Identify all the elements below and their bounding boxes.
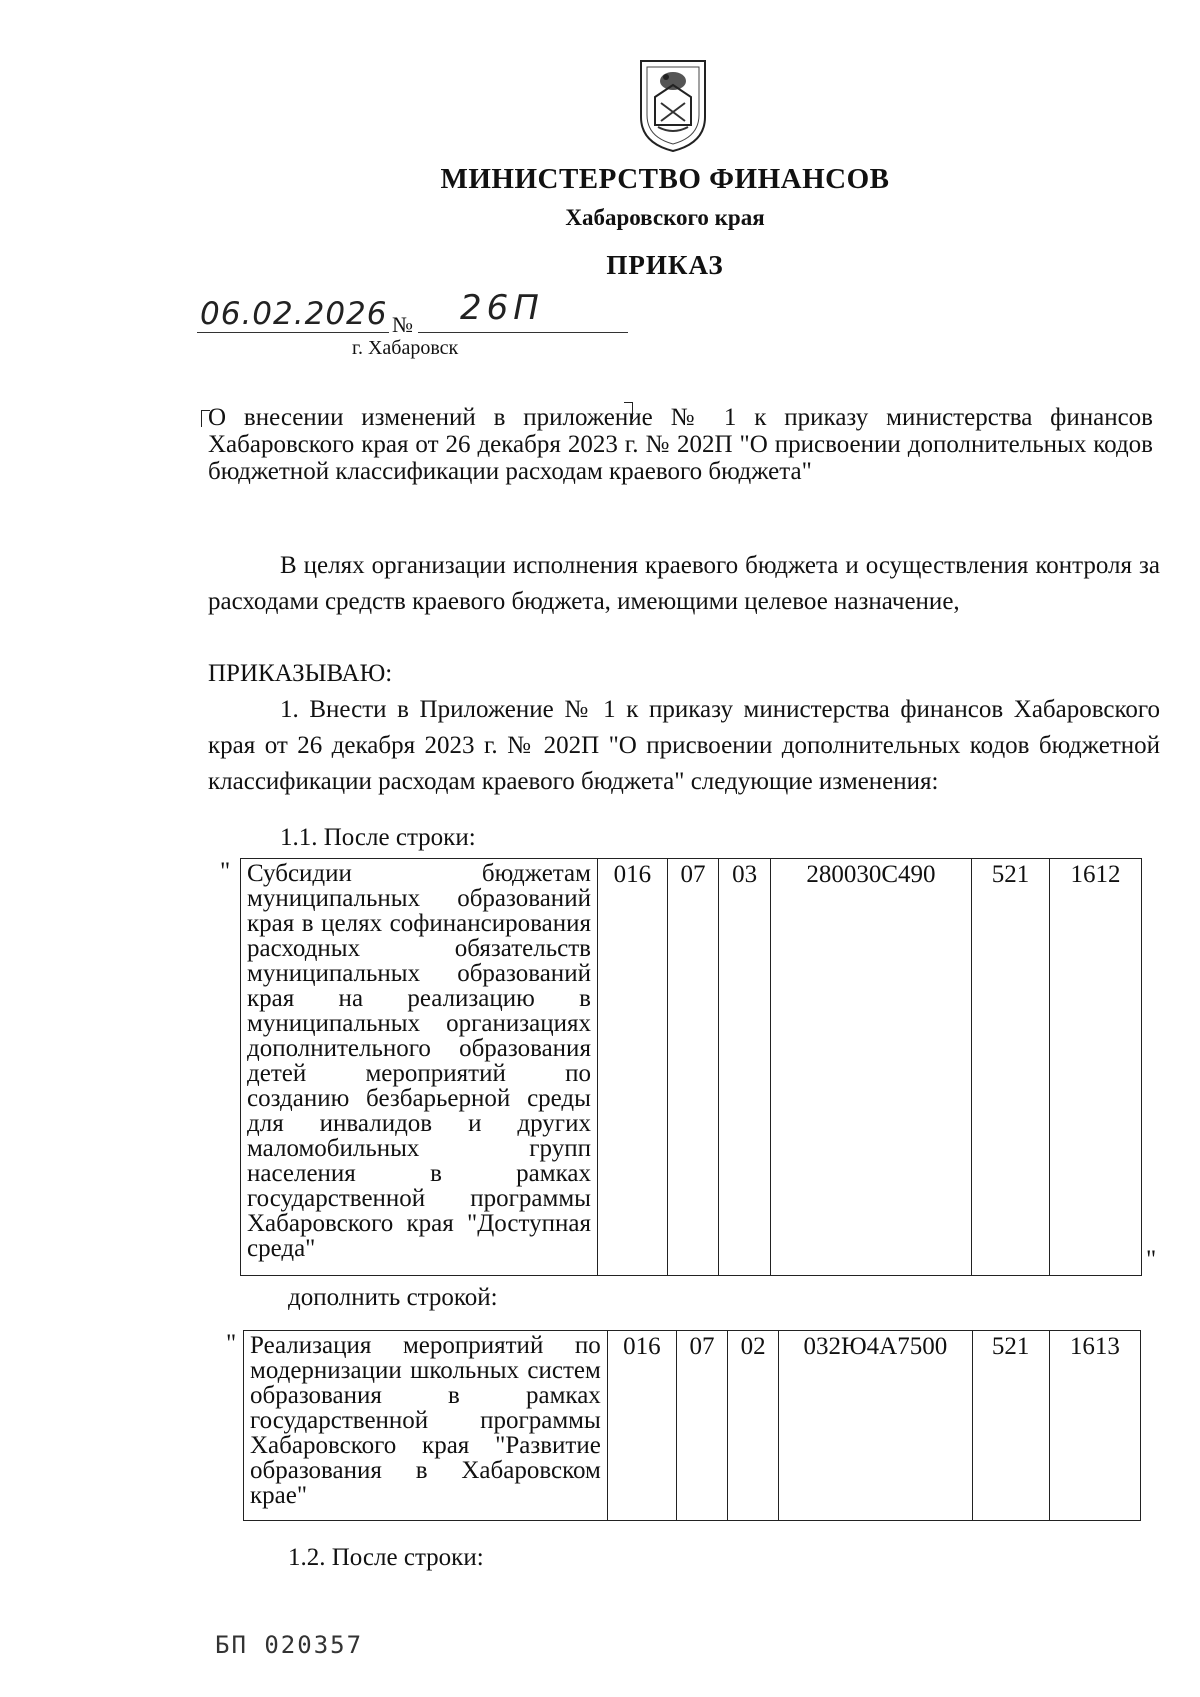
table-row-new [243,1330,1141,1521]
serial-number: БП 020357 [215,1631,364,1659]
ministry-code: 016 [607,1331,676,1521]
order-number: 26П [460,288,544,328]
expense-type-code: 521 [972,1331,1049,1521]
preamble: В целях организации исполнения краевого бюджета и осуществления контроля за расходами средств краевого бюджета, имеющими целевое назначение, [208,552,1160,615]
expense-name: Реализация мероприятий по модернизации школьных систем образования в рамках государственной программы Хабаровского края "Развитие образования в Хабаровском крае" [244,1331,608,1521]
supplement-text: дополнить строкой: [288,1284,498,1311]
target-article-code: 032Ю4А7500 [779,1331,972,1521]
expense-name: Субсидии бюджетам муниципальных образований края в целях софинансирования расходных обязательств муниципальных образований края на реализацию в муниципальных организациях дополнительного образования детей мероприятий по созданию безбарьерной среды для инвалидов и других маломобильных групп населения в рамках государственной программы Хабаровского края "Доступная среда" [241,859,598,1276]
section-code: 07 [667,859,719,1276]
additional-code: 1612 [1049,859,1141,1276]
item-1-1: 1.1. После строки: [280,824,476,851]
region-subtitle: Хабаровского края [565,205,765,230]
section-code: 07 [676,1331,727,1521]
table1-open-quote: " [220,858,231,885]
expense-type-code: 521 [972,859,1050,1276]
target-article-code: 280030С490 [770,859,971,1276]
city: г. Хабаровск [352,337,459,359]
number-sign: № [392,312,413,337]
khabarovsk-coat-of-arms-icon [633,55,713,155]
order-subject: О внесении изменений в приложение № 1 к приказу министерства финансов Хабаровского края от 26 декабря 2023 г. № 202П "О присвоении дополнительных кодов бюджетной классификации расходам краевого бюджета" [208,404,1153,485]
order-word: ПРИКАЗЫВАЮ: [208,660,393,687]
order-date: 06.02.2026 [200,296,388,332]
document-type: ПРИКАЗ [606,250,724,280]
ministry-title: МИНИСТЕРСТВО ФИНАНСОВ [440,163,890,195]
ministry-code: 016 [597,859,667,1276]
subsection-code: 02 [728,1331,779,1521]
subsection-code: 03 [719,859,771,1276]
number-underline [418,332,628,333]
table-row-existing [240,858,1142,1276]
date-underline [197,332,389,333]
item-1: 1. Внести в Приложение № 1 к приказу министерства финансов Хабаровского края от 26 декабря 2023 г. № 202П "О присвоении дополнительных кодов бюджетной классификации расходам краевого бюджета" следующие изменения: [208,696,1160,795]
additional-code: 1613 [1049,1331,1140,1521]
table2-open-quote: " [226,1330,237,1357]
table1-close-quote: " [1146,1246,1157,1273]
item-1-2: 1.2. После строки: [288,1544,484,1571]
